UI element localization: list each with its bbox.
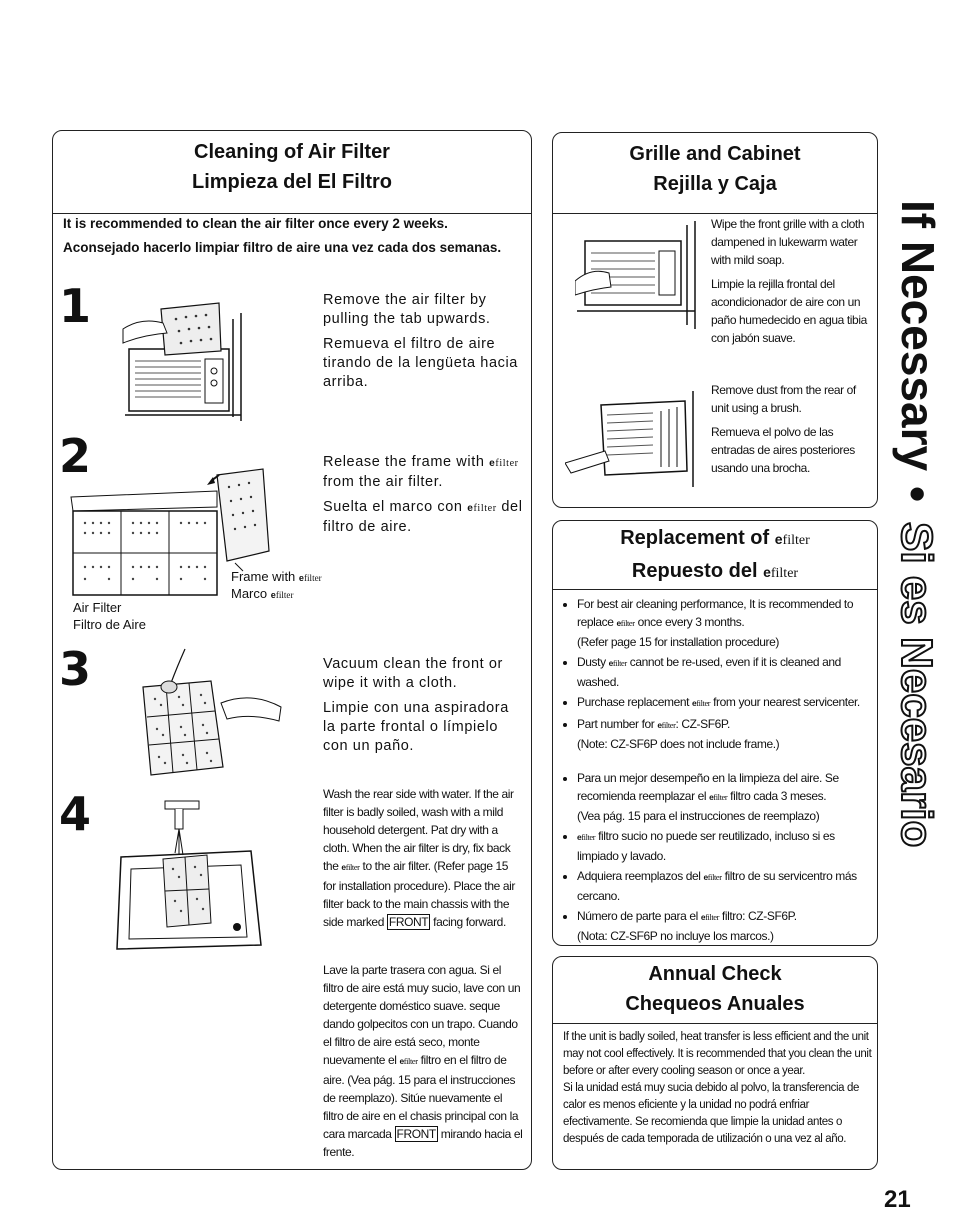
step-2-text-es xyxy=(323,498,523,537)
step-1-number: 1 xyxy=(59,279,92,333)
step-4-en-a: Wash the rear side with water. If the air filter is badly soiled, wash with a mild household detergent. Pat dry with a cloth. When the air filter is dry, fix back the xyxy=(323,787,514,873)
efilter-word: filter xyxy=(696,699,711,708)
frame-with-label xyxy=(231,569,322,586)
air-filter-es: Filtro de Aire xyxy=(73,617,146,632)
grille-panel-header xyxy=(553,133,877,214)
annual-panel-header xyxy=(553,957,877,1024)
rep-en4-pre: Part number for xyxy=(577,717,655,731)
list-item xyxy=(577,867,871,905)
efilter-word: filter xyxy=(275,590,294,600)
efilter-logo xyxy=(617,619,635,628)
cleaning-panel-header xyxy=(53,131,531,214)
efilter-e: e xyxy=(399,1056,404,1066)
efilter-e: e xyxy=(703,872,708,882)
rep-es2-post: filtro sucio no puede ser reutilizado, incluso si es limpiado y lavado. xyxy=(577,829,835,863)
grille-brush-es: Remueva el polvo de las entradas de aires posteriores usando una brocha. xyxy=(711,425,855,475)
cleaning-title-en: Cleaning of Air Filter xyxy=(194,141,390,163)
step-2-es-pre: Suelta el marco con xyxy=(323,499,463,515)
efilter-word: filter xyxy=(661,721,676,730)
step-4-text-en xyxy=(323,785,523,931)
replacement-title-en-text: Replacement of xyxy=(620,527,770,549)
grille-wipe-illustration xyxy=(575,221,701,331)
step-3-illustration xyxy=(111,647,287,777)
efilter-logo xyxy=(577,833,595,842)
step-2-en-pre: Release the frame with xyxy=(323,454,485,470)
step-2-en-post: from the air filter. xyxy=(323,474,443,490)
efilter-word: filter xyxy=(782,533,810,548)
rep-en2-post: cannot be re-used, even if it is cleaned and washed. xyxy=(577,655,841,689)
list-item xyxy=(577,653,871,691)
page-number: 21 xyxy=(884,1186,911,1213)
efilter-e: e xyxy=(763,564,771,580)
efilter-e: e xyxy=(298,573,304,583)
rep-es3-post: filtro de su servicentro más cercano. xyxy=(577,869,857,903)
step-2-es-post: del filtro de aire. xyxy=(323,499,523,535)
efilter-e: e xyxy=(608,658,613,668)
step-4-es-a: Lave la parte trasera con agua. Si el filtro de aire está muy sucio, lave con un detergente doméstico suave. seque dando golpecitos con un trapo. Cuando el filtro de aire está seco, monte nuevamente el xyxy=(323,963,521,1067)
rep-en1-post: once every 3 months. xyxy=(637,615,745,629)
efilter-logo xyxy=(703,873,721,882)
efilter-word: filter xyxy=(495,458,519,469)
efilter-e: e xyxy=(467,503,474,514)
annual-title-es: Chequeos Anuales xyxy=(625,993,805,1015)
efilter-logo xyxy=(657,721,675,730)
front-label-box: FRONT xyxy=(396,1127,436,1141)
front-label-box: FRONT xyxy=(388,915,429,929)
efilter-logo xyxy=(709,793,727,802)
efilter-logo xyxy=(763,566,798,581)
annual-body-en: If the unit is badly soiled, heat transfer is less efficient and the unit may not cool effectively. It is recommended that you clean the unit before or after every cooling season or once a year. xyxy=(563,1031,872,1077)
efilter-word: filter xyxy=(473,503,497,514)
cleaning-intro-es: Aconsejado hacerlo limpiar filtro de aire una vez cada dos semanas. xyxy=(63,240,502,255)
side-tab-en: If Necessary xyxy=(892,200,944,472)
rep-en3-pre: Purchase replacement xyxy=(577,695,690,709)
side-tab-es: Si es Necesario xyxy=(892,522,941,848)
efilter-logo xyxy=(341,863,359,872)
step-4-es-b: filtro en el filtro de aire. (Vea pág. 15 para el instrucciones de reemplazo). Sitúe nuevamente el filtro de aire en el chasis principal con la cara marcada xyxy=(323,1053,519,1141)
grille-brush-illustration xyxy=(565,391,705,491)
efilter-e: e xyxy=(692,698,697,708)
list-item xyxy=(577,595,871,651)
replacement-es-list xyxy=(563,769,871,946)
efilter-word: filter xyxy=(612,659,627,668)
efilter-logo xyxy=(299,573,322,583)
grille-title-en: Grille and Cabinet xyxy=(629,143,801,165)
side-tab-bullet: • xyxy=(892,486,944,503)
step-1-text-en: Remove the air filter by pulling the tab upwards. xyxy=(323,292,491,327)
step-4-es-c: mirando hacia el frente. xyxy=(323,1127,523,1159)
rep-es1-pre: Para un mejor desempeño en la limpieza del aire. Se recomienda reemplazar el xyxy=(577,771,839,803)
rep-en3-post: from your nearest servicenter. xyxy=(713,695,860,709)
efilter-e: e xyxy=(489,458,496,469)
step-2-number: 2 xyxy=(59,429,92,483)
efilter-logo xyxy=(609,659,627,668)
step-4-en-b: to the air filter. (Refer page 15 for installation procedure). Place the air filter back to the main chassis with the side marked xyxy=(323,859,515,929)
annual-title-en: Annual Check xyxy=(648,963,782,985)
replacement-panel xyxy=(552,520,878,946)
marco-label xyxy=(231,586,322,603)
efilter-word: filter xyxy=(581,833,596,842)
rep-en2-pre: Dusty xyxy=(577,655,606,669)
rep-en4-post: : CZ-SF6P. xyxy=(675,717,730,731)
rep-es4-pre: Número de parte para el xyxy=(577,909,698,923)
step-1-illustration xyxy=(121,299,269,423)
grille-wipe-en: Wipe the front grille with a cloth dampened in lukewarm water with mild soap. xyxy=(711,217,865,267)
efilter-e: e xyxy=(774,531,783,547)
side-tab xyxy=(888,200,944,860)
step-3-number: 3 xyxy=(59,642,92,696)
efilter-e: e xyxy=(709,792,714,802)
rep-es3-pre: Adquiera reemplazos del xyxy=(577,869,701,883)
grille-text-2 xyxy=(711,381,871,477)
step-2-text xyxy=(323,453,523,543)
grille-brush-en: Remove dust from the rear of unit using a brush. xyxy=(711,383,856,415)
efilter-logo xyxy=(692,699,710,708)
annual-check-panel xyxy=(552,956,878,1170)
efilter-e: e xyxy=(616,618,621,628)
efilter-e: e xyxy=(700,912,706,922)
rep-es1-note: (Vea pág. 15 para el instrucciones de reemplazo) xyxy=(577,809,820,823)
cleaning-intro xyxy=(63,215,523,257)
rep-es1-post: filtro cada 3 meses. xyxy=(730,789,827,803)
list-item xyxy=(577,715,871,753)
cleaning-title-es: Limpieza del El Filtro xyxy=(191,171,393,193)
step-4-illustration xyxy=(113,793,265,953)
efilter-logo xyxy=(775,533,810,548)
efilter-e: e xyxy=(657,720,662,730)
replacement-title-es-text: Repuesto del xyxy=(631,560,758,582)
replacement-en-list xyxy=(563,595,871,755)
replacement-title-es xyxy=(553,556,877,589)
efilter-word: filter xyxy=(403,1057,418,1066)
efilter-logo xyxy=(399,1057,417,1066)
frame-callout xyxy=(231,569,322,603)
step-3-text-es: Limpie con una aspiradora la parte frontal o límpielo con un paño. xyxy=(323,700,509,754)
efilter-word: filter xyxy=(620,619,635,628)
efilter-e: e xyxy=(341,862,346,872)
efilter-e: e xyxy=(577,832,582,842)
replacement-title-en xyxy=(553,523,877,556)
step-3-text xyxy=(323,655,523,762)
efilter-logo xyxy=(701,913,719,922)
grille-title-es: Rejilla y Caja xyxy=(653,173,777,195)
grille-text-1 xyxy=(711,215,871,347)
marco-text: Marco xyxy=(231,586,268,601)
efilter-word: filter xyxy=(770,566,799,581)
efilter-e: e xyxy=(270,590,276,600)
efilter-logo xyxy=(489,458,519,469)
rep-en1-pre: For best air cleaning performance, It is recommended to replace xyxy=(577,597,854,629)
rep-en4-note: (Note: CZ-SF6P does not include frame.) xyxy=(577,737,780,751)
step-4-number: 4 xyxy=(59,787,92,841)
efilter-logo xyxy=(467,503,497,514)
list-item xyxy=(577,769,871,825)
efilter-word: filter xyxy=(345,863,360,872)
efilter-word: filter xyxy=(705,913,719,922)
annual-body xyxy=(563,1029,873,1148)
efilter-word: filter xyxy=(303,573,322,583)
list-item xyxy=(577,907,871,945)
step-2-text-en xyxy=(323,453,523,492)
efilter-word: filter xyxy=(713,793,728,802)
efilter-word: filter xyxy=(707,873,722,882)
list-item xyxy=(577,693,871,713)
step-1-text-es: Remueva el filtro de aire tirando de la lengüeta hacia arriba. xyxy=(323,336,518,390)
step-4-en-c: facing forward. xyxy=(433,915,506,929)
efilter-logo xyxy=(271,590,294,600)
rep-es4-note: (Nota: CZ-SF6P no incluye los marcos.) xyxy=(577,929,774,943)
air-filter-caption xyxy=(73,599,146,633)
step-1-text xyxy=(323,291,523,398)
grille-cabinet-panel xyxy=(552,132,878,508)
list-item xyxy=(577,827,871,865)
cleaning-intro-en: It is recommended to clean the air filter once every 2 weeks. xyxy=(63,216,448,231)
step-4-text-es xyxy=(323,961,523,1161)
step-3-text-en: Vacuum clean the front or wipe it with a cloth. xyxy=(323,656,503,691)
air-filter-en: Air Filter xyxy=(73,600,122,615)
grille-wipe-es: Limpie la rejilla frontal del acondicionador de aire con un paño humedecido en agua tibia con jabón suave. xyxy=(711,277,867,345)
rep-en1-note: (Refer page 15 for installation procedure) xyxy=(577,635,779,649)
replacement-panel-header xyxy=(553,521,877,590)
cleaning-air-filter-panel xyxy=(52,130,532,1170)
rep-es4-post: filtro: CZ-SF6P. xyxy=(721,909,797,923)
annual-body-es: Si la unidad está muy sucia debido al polvo, la transferencia de calor es menos eficiente y la unidad no podrá enfriar efectivamente. Se recomienda que limpie la unidad antes o después de cada temporada de utilización o una vez al año. xyxy=(563,1082,859,1145)
frame-with-text: Frame with xyxy=(231,569,296,584)
